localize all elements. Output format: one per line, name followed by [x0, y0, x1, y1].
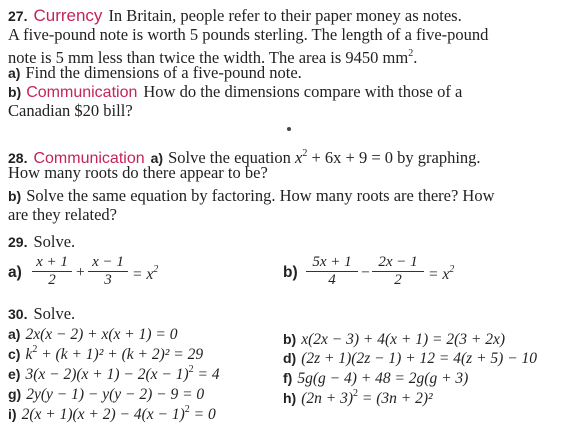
problem-30f-equation: 5g(g − 4) + 48 = 2g(g + 3) [297, 370, 469, 387]
problem-30c-label: c) [8, 346, 21, 362]
problem-30-title: Solve. [33, 304, 76, 323]
problem-30i-equation-end: = 0 [189, 406, 216, 423]
problem-29b-rhs-text: = x [428, 266, 450, 283]
problem-28b-text: Solve the same equation by factoring. How many roots are there? How [26, 186, 495, 205]
problem-29b-minus: − [361, 264, 370, 281]
problem-29a-denominator-1: 2 [48, 272, 56, 288]
problem-30-left-item [8, 404, 216, 424]
problem-30g-label: g) [8, 386, 22, 402]
problem-30e-equation: 3(x − 2)(x + 1) − 2(x − 1) [25, 366, 189, 383]
problem-27b-keyword: Communication [26, 84, 138, 101]
problem-27b-text: How do the dimensions compare with those of a [143, 82, 463, 101]
problem-30-right-item [283, 368, 468, 388]
problem-30h-equation-end: = (3n + 2)² [358, 390, 433, 407]
problem-29b-rhs-exponent: 2 [449, 264, 455, 275]
problem-29b-numerator-2: 2x − 1 [372, 254, 424, 272]
problem-28a-label: a) [150, 150, 164, 166]
problem-29-heading [8, 232, 75, 252]
problem-29a-rhs-text: = x [132, 266, 154, 283]
problem-29a-rhs [132, 264, 158, 284]
problem-30-heading [8, 304, 75, 324]
problem-27a-label: a) [8, 65, 21, 81]
problem-30-number: 30. [8, 306, 28, 322]
problem-29a-label: a) [8, 264, 22, 281]
problem-28b [8, 186, 495, 206]
problem-30d-label: d) [283, 350, 297, 366]
problem-29a-denominator-2: 3 [104, 272, 112, 288]
problem-27-period: . [413, 48, 418, 67]
problem-29-number: 29. [8, 234, 28, 250]
problem-28-keyword: Communication [33, 150, 145, 167]
problem-30e-exponent: 2 [188, 364, 194, 375]
problem-29b-denominator-2: 2 [394, 272, 402, 288]
problem-30h-exponent: 2 [353, 388, 359, 399]
problem-30i-label: i) [8, 406, 17, 422]
problem-30a-equation: 2x(x − 2) + x(x + 1) = 0 [25, 326, 178, 343]
problem-30a-label: a) [8, 326, 21, 342]
problem-30d-equation: (2z + 1)(2z − 1) + 12 = 4(z + 5) − 10 [301, 350, 538, 367]
problem-30h-equation: (2n + 3) [301, 390, 354, 407]
problem-29a-rhs-exponent: 2 [153, 264, 159, 275]
problem-27-line-2: A five-pound note is worth 5 pounds sterling. The length of a five-pound [8, 25, 489, 44]
problem-30g-equation: 2y(y − 1) − y(y − 2) − 9 = 0 [26, 386, 205, 403]
problem-27-line-1 [8, 6, 462, 26]
problem-30-left-item [8, 324, 177, 344]
problem-30i-exponent: 2 [184, 404, 190, 415]
problem-27b [8, 82, 462, 102]
problem-27-text-3: note is 5 mm less than twice the width. The area is 9450 mm [8, 48, 409, 67]
problem-28a-line-2: How many roots do there appear to be? [8, 163, 268, 182]
problem-29a-fraction-2 [88, 254, 128, 289]
problem-28b-line-2: are they related? [8, 205, 118, 224]
problem-29b-rhs [428, 264, 454, 284]
problem-27b-line-2: Canadian $20 bill? [8, 101, 133, 120]
problem-29b-denominator-1: 4 [328, 272, 336, 288]
problem-27b-label: b) [8, 84, 22, 100]
problem-30c-exponent: 2 [32, 344, 38, 355]
problem-29-title: Solve. [33, 232, 76, 251]
problem-30-left-item [8, 384, 204, 404]
problem-27-exponent: 2 [408, 48, 414, 59]
problem-29b-fraction-2 [372, 254, 424, 289]
problem-30c-equation-end: + (k + 1)² + (k + 2)² = 29 [37, 346, 204, 363]
ink-dot [287, 127, 291, 131]
problem-28a-eq-exponent: 2 [302, 148, 308, 159]
problem-28-number: 28. [8, 150, 28, 166]
problem-30h-label: h) [283, 390, 297, 406]
problem-30-left-item [8, 364, 220, 384]
problem-29b-label: b) [283, 264, 298, 281]
problem-29a-plus: + [76, 264, 85, 281]
problem-28b-label: b) [8, 188, 22, 204]
problem-29a-numerator-2: x − 1 [88, 254, 128, 272]
problem-29a-numerator-1: x + 1 [32, 254, 72, 272]
problem-28a-eq-rest: + 6x + 9 = 0 by graphing. [307, 148, 481, 167]
problem-30e-label: e) [8, 366, 21, 382]
problem-27a [8, 63, 302, 83]
problem-27-keyword: Currency [33, 6, 103, 25]
problem-29b-numerator-1: 5x + 1 [306, 254, 358, 272]
problem-30c-equation: k [25, 346, 33, 363]
problem-30i-equation: 2(x + 1)(x + 2) − 4(x − 1) [21, 406, 185, 423]
problem-30-right-item [283, 329, 505, 349]
problem-27-number: 27. [8, 8, 28, 24]
problem-30f-label: f) [283, 370, 293, 386]
problem-30-right-item [283, 388, 433, 408]
problem-30e-equation-end: = 4 [193, 366, 220, 383]
problem-29a-fraction-1 [32, 254, 72, 289]
problem-28a-eq-x: x [295, 148, 303, 167]
problem-30b-label: b) [283, 331, 297, 347]
problem-30-right-item [283, 348, 537, 368]
problem-28a-text: Solve the equation [168, 148, 291, 167]
problem-30b-equation: x(2x − 3) + 4(x + 1) = 2(3 + 2x) [301, 331, 506, 348]
problem-29b-fraction-1 [306, 254, 358, 289]
problem-27-text-1: In Britain, people refer to their paper money as notes. [108, 6, 462, 25]
problem-27a-text: Find the dimensions of a five-pound note. [25, 63, 302, 82]
problem-30-left-item [8, 344, 203, 364]
